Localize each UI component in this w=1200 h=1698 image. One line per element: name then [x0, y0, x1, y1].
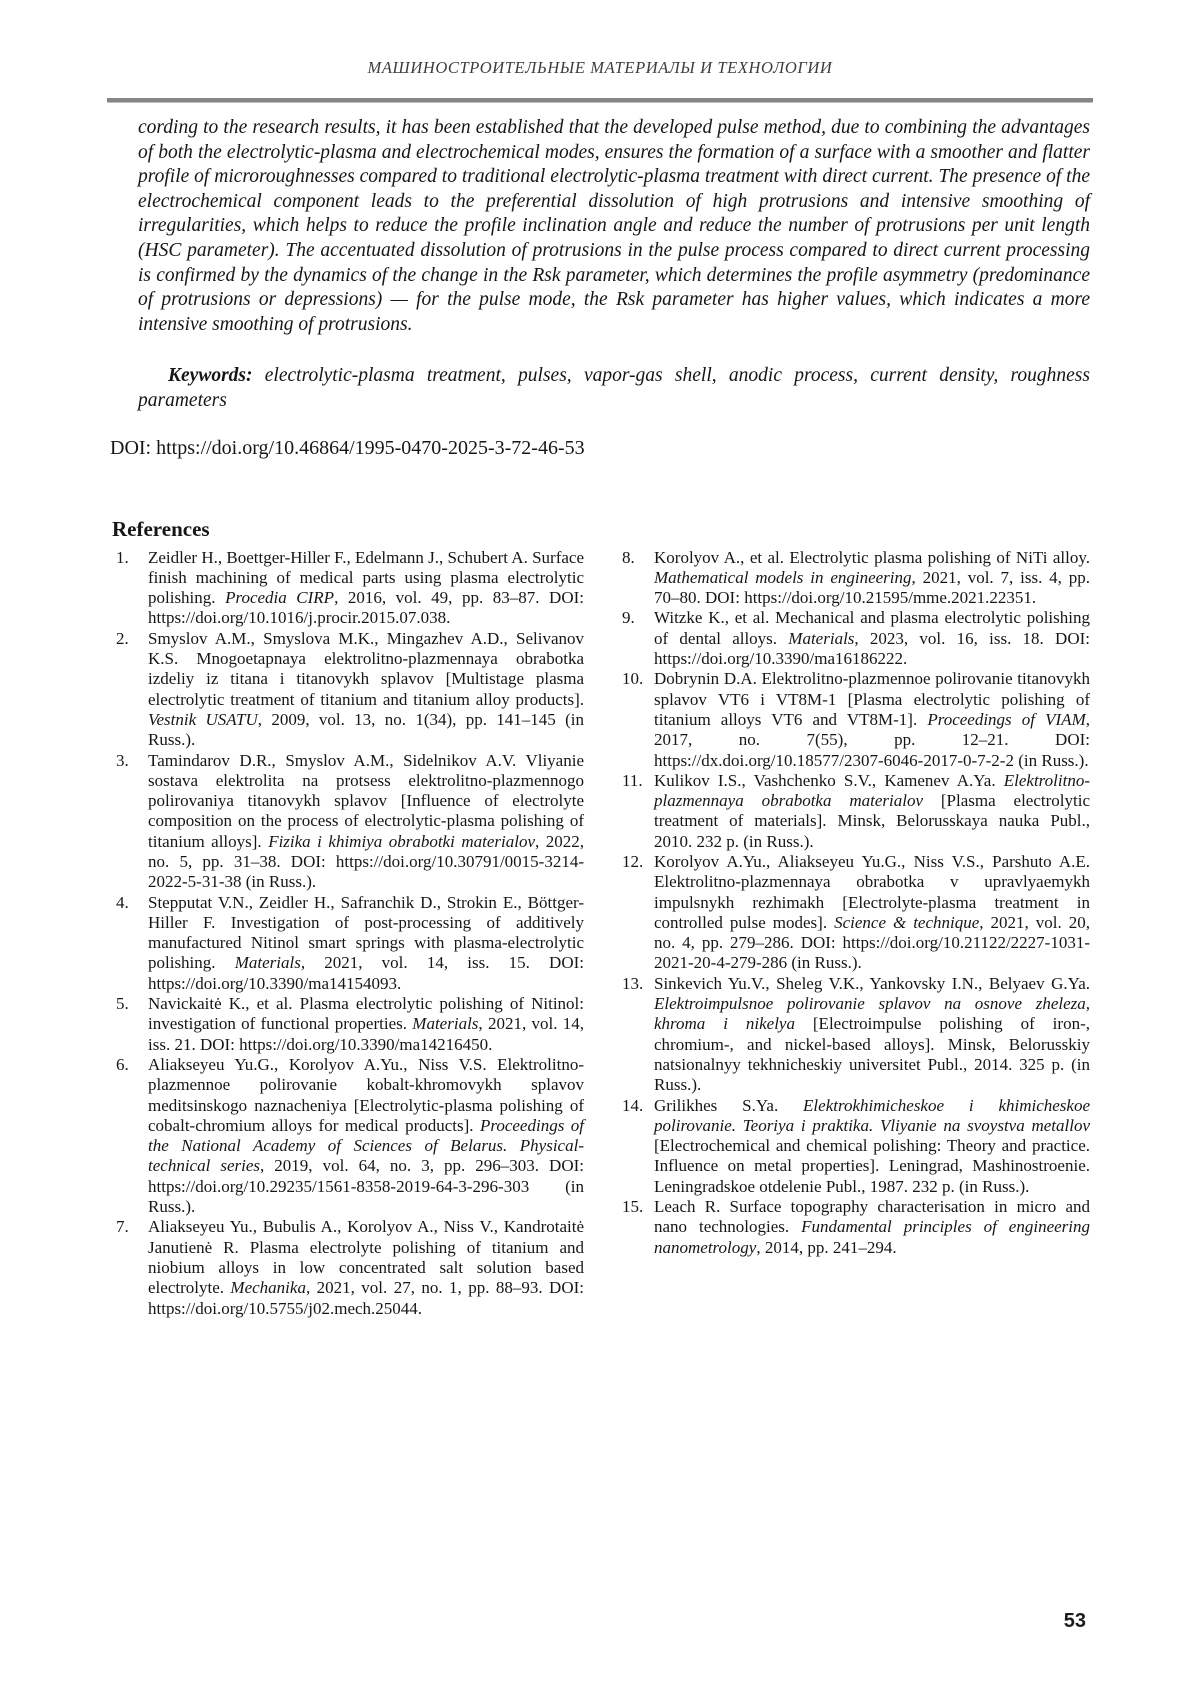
reference-number: 4.	[116, 892, 129, 912]
reference-number: 11.	[622, 770, 643, 790]
reference-number: 10.	[622, 669, 644, 689]
reference-text: Korolyov A.Yu., Aliakseyeu Yu.G., Niss V.S., Parshuto A.E. Elektrolitno-plazmennaya obrabotka v upravlyaemykh impulsnykh rezhimakh [Electrolyte-plasma treatment in controlled pulse modes]. Science & technique, 2021, vol. 20, no. 4, pp. 279–286. DOI: https://doi.org/10.21122/2227-1031-2021-20-4-279-286 (in Russ.).	[654, 851, 1090, 973]
reference-text: Sinkevich Yu.V., Sheleg V.K., Yankovsky I.N., Belyaev G.Ya. Elektroimpulsnoe polirovanie splavov na osnove zheleza, khroma i nikelya [Electroimpulse polishing of iron-, chromium-, and nickel-based alloys]. Minsk, Belorusskiy natsionalnyy tekhnicheskiy universitet Publ., 2014. 325 p. (in Russ.).	[654, 973, 1090, 1095]
reference-text: Leach R. Surface topography characterisation in micro and nano technologies. Fundamental principles of engineering nanometrology, 2014, pp. 241–294.	[654, 1197, 1090, 1257]
reference-number: 12.	[622, 851, 644, 871]
abstract-text: cording to the research results, it has been established that the developed pulse method, due to combining the advantages of both the electrolytic-plasma and electrochemical modes, ensures the formation of a surface with a smoother and flatter profile of microroughnesses compared to traditional electrolytic-plasma treatment with direct current. The presence of the electrochemical component leads to the preferential dissolution of high protrusions and intensive smoothing of irregularities, which helps to reduce the profile inclination angle and reduce the number of protrusions per unit length (HSC parameter). The accentuated dissolution of protrusions in the pulse process compared to direct current processing is confirmed by the dynamics of the change in the Rsk parameter, which determines the profile asymmetry (predominance of protrusions or depressions) — for the pulse mode, the Rsk parameter has higher values, which indicates a more intensive smoothing of protrusions.	[138, 117, 1090, 335]
reference-number: 5.	[116, 994, 129, 1014]
reference-number: 15.	[622, 1197, 644, 1217]
references-right-column	[616, 548, 1090, 1319]
reference-item	[110, 1217, 584, 1318]
reference-text: Korolyov A., et al. Electrolytic plasma polishing of NiTi alloy. Mathematical models in engineering, 2021, vol. 7, iss. 4, pp. 70–80. DOI: https://doi.org/10.21595/mme.2021.22351.	[654, 547, 1090, 608]
reference-text: Zeidler H., Boettger-Hiller F., Edelmann J., Schubert A. Surface finish machining of medical parts using plasma electrolytic polishing. Procedia CIRP, 2016, vol. 49, pp. 83–87. DOI: https://doi.org/10.1016/j.procir.2015.07.038.	[148, 547, 584, 628]
reference-text: Grilikhes S.Ya. Elektrokhimicheskoe i khimicheskoe polirovanie. Teoriya i praktika. Vliyanie na svoystva metallov [Electrochemical and chemical polishing: Theory and practice. Influence on metal properties]. Leningrad, Mashinostroenie. Leningradskoe otdelenie Publ., 1987. 232 p. (in Russ.).	[654, 1095, 1091, 1196]
reference-number: 3.	[116, 750, 129, 770]
references-left-column	[110, 548, 584, 1319]
references-heading: References	[112, 516, 210, 541]
reference-number: 13.	[622, 973, 644, 993]
reference-item	[616, 852, 1090, 974]
reference-text: Smyslov A.M., Smyslova M.K., Mingazhev A.D., Selivanov K.S. Mnogoetapnaya elektrolitno-plazmennaya obrabotka izdeliy iz titana i titanovykh splavov [Multistage plasma electrolytic treatment of titanium and titanium alloy products]. Vestnik USATU, 2009, vol. 13, no. 1(34), pp. 141–145 (in Russ.).	[148, 628, 584, 750]
reference-text: Aliakseyeu Yu.G., Korolyov A.Yu., Niss V.S. Elektrolitno-plazmennoe polirovanie kobalt-khromovykh splavov meditsinskogo naznacheniya [Electrolytic-plasma polishing of cobalt-chromium alloys for medical products]. Proceedings of the National Academy of Sciences of Belarus. Physical-technical series, 2019, vol. 64, no. 3, pp. 296–303. DOI: https://doi.org/10.29235/1561-8358-2019-64-3-296-303 (in Russ.).	[148, 1054, 584, 1217]
reference-item	[616, 771, 1090, 852]
reference-text: Dobrynin D.A. Elektrolitno-plazmennoe polirovanie titanovykh splavov VT6 i VT8M-1 [Plasma electrolytic polishing of titanium alloys VT6 and VT8M-1]. Proceedings of VIAM, 2017, no. 7(55), pp. 12–21. DOI: https://dx.doi.org/10.18577/2307-6046-2017-0-7-2-2 (in Russ.).	[654, 669, 1090, 770]
reference-item	[110, 893, 584, 994]
reference-item	[616, 974, 1090, 1096]
reference-number: 14.	[622, 1095, 644, 1115]
reference-item	[616, 669, 1090, 770]
keywords-text: electrolytic-plasma treatment, pulses, vapor-gas shell, anodic process, current density, roughness parameters	[138, 365, 1090, 411]
reference-item	[616, 608, 1090, 669]
reference-item	[110, 994, 584, 1055]
reference-number: 2.	[116, 628, 129, 648]
keywords-paragraph	[138, 364, 1090, 413]
reference-item	[110, 629, 584, 751]
reference-number: 6.	[116, 1054, 129, 1074]
reference-number: 9.	[622, 608, 635, 628]
reference-text: Witzke K., et al. Mechanical and plasma electrolytic polishing of dental alloys. Materials, 2023, vol. 16, iss. 18. DOI: https://doi.org/10.3390/ma16186222.	[654, 608, 1090, 669]
reference-item	[110, 548, 584, 629]
page-content	[110, 112, 1090, 1319]
reference-item	[110, 1055, 584, 1217]
journal-running-head: МАШИНОСТРОИТЕЛЬНЫЕ МАТЕРИАЛЫ И ТЕХНОЛОГИИ	[367, 58, 833, 77]
reference-text: Tamindarov D.R., Smyslov A.M., Sidelnikov A.V. Vliyanie sostava elektrolita na protsess elektrolitno-plazmennogo polirovaniya titanovykh splavov [Influence of electrolyte composition on the process of electrolytic-plasma polishing of titanium alloys]. Fizika i khimiya obrabotki materialov, 2022, no. 5, pp. 31–38. DOI: https://doi.org/10.30791/0015-3214-2022-5-31-38 (in Russ.).	[148, 750, 585, 892]
doi-line	[110, 436, 1090, 461]
reference-text: Aliakseyeu Yu., Bubulis A., Korolyov A., Niss V., Kandrotaitė Janutienė R. Plasma electrolyte polishing of titanium and niobium alloys in low concentrated salt solution based electrolyte. Mechanika, 2021, vol. 27, no. 1, pp. 88–93. DOI: https://doi.org/10.5755/j02.mech.25044.	[148, 1217, 584, 1318]
reference-number: 8.	[622, 547, 635, 567]
references-columns	[110, 548, 1090, 1319]
reference-item	[110, 751, 584, 893]
reference-number: 1.	[116, 547, 129, 567]
reference-text: Kulikov I.S., Vashchenko S.V., Kamenev A.Ya. Elektrolitno-plazmennaya obrabotka materialov [Plasma electrolytic treatment of materials]. Minsk, Belorusskaya nauka Publ., 2010. 232 p. (in Russ.).	[654, 770, 1091, 851]
reference-text: Navickaitė K., et al. Plasma electrolytic polishing of Nitinol: investigation of functional properties. Materials, 2021, vol. 14, iss. 21. DOI: https://doi.org/10.3390/ma14216450.	[148, 994, 584, 1054]
reference-number: 7.	[116, 1217, 129, 1237]
doi-link[interactable]: https://doi.org/10.46864/1995-0470-2025-3-72-46-53	[156, 436, 585, 459]
keywords-label: Keywords:	[168, 365, 253, 387]
reference-item	[616, 548, 1090, 609]
reference-item	[616, 1197, 1090, 1258]
reference-item	[616, 1096, 1090, 1197]
reference-text: Stepputat V.N., Zeidler H., Safranchik D., Strokin E., Böttger-Hiller F. Investigation of post-processing of additively manufactured Nitinol smart springs with plasma-electrolytic polishing. Materials, 2021, vol. 14, iss. 15. DOI: https://doi.org/10.3390/ma14154093.	[148, 892, 584, 993]
doi-label: DOI:	[110, 436, 152, 459]
header-rule	[107, 98, 1093, 103]
page-number: 53	[1063, 1610, 1086, 1632]
